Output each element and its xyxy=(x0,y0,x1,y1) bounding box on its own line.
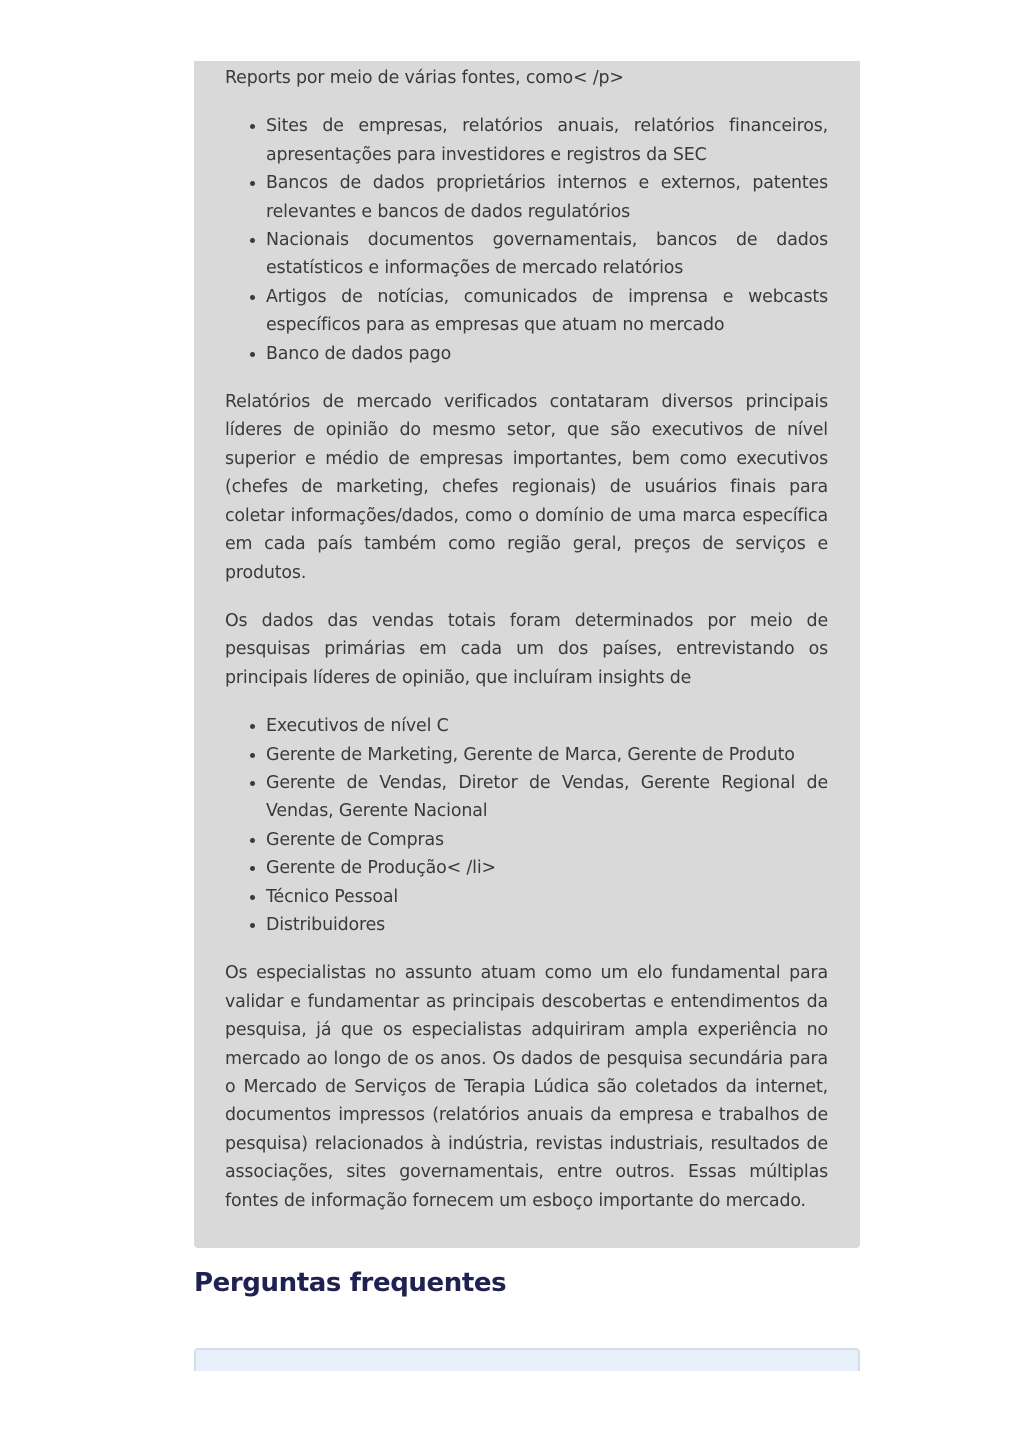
sources-list xyxy=(225,112,828,368)
list-item: • Técnico Pessoal xyxy=(266,883,828,911)
faq-heading: Perguntas frequentes xyxy=(194,1268,507,1298)
methodology-intro: Reports por meio de várias fontes, como< /p> xyxy=(225,68,624,88)
list-item: • Gerente de Vendas, Diretor de Vendas, Gerente Regional de Vendas, Gerente Nacional xyxy=(266,769,828,826)
list-item: • Distribuidores xyxy=(266,911,828,939)
methodology-paragraph-1: Relatórios de mercado verificados contataram diversos principais líderes de opinião do mesmo setor, que são executivos de nível superior e médio de empresas importantes, bem como executivos (chefes de marketing, chefes regionais) de usuários finais para coletar informações/dados, como o domínio de uma marca específica em cada país também como região geral, preços de serviços e produtos. xyxy=(225,392,828,583)
list-item: • Executivos de nível C xyxy=(266,712,828,740)
list-item: • Gerente de Produção< /li> xyxy=(266,854,828,882)
methodology-paragraph-2: Os dados das vendas totais foram determinados por meio de pesquisas primárias em cada um dos países, entrevistando os principais líderes de opinião, que incluíram insights de xyxy=(225,610,828,688)
list-item: • Nacionais documentos governamentais, bancos de dados estatísticos e informações de mercado relatórios xyxy=(266,226,828,283)
list-item: • Sites de empresas, relatórios anuais, relatórios financeiros, apresentações para investidores e registros da SEC xyxy=(266,112,828,169)
list-item: • Bancos de dados proprietários internos e externos, patentes relevantes e bancos de dados regulatórios xyxy=(266,169,828,226)
research-methodology-section xyxy=(194,61,860,1248)
list-item: • Gerente de Marketing, Gerente de Marca, Gerente de Produto xyxy=(266,741,828,769)
list-item: • Gerente de Compras xyxy=(266,826,828,854)
methodology-paragraph-3: Os especialistas no assunto atuam como um elo fundamental para validar e fundamentar as principais descobertas e entendimentos da pesquisa, já que os especialistas adquiriram ampla experiência no mercado ao longo de os anos. Os dados de pesquisa secundária para o Mercado de Serviços de Terapia Lúdica são coletados da internet, documentos impressos (relatórios anuais da empresa e trabalhos de pesquisa) relacionados à indústria, revistas industriais, resultados de associações, sites governamentais, entre outros. Essas múltiplas fontes de informação fornecem um esboço importante do mercado. xyxy=(225,963,828,1211)
list-item: • Artigos de notícias, comunicados de imprensa e webcasts específicos para as empresas que atuam no mercado xyxy=(266,283,828,340)
list-item: • Banco de dados pago xyxy=(266,340,828,368)
roles-list xyxy=(225,712,828,939)
page-bottom xyxy=(0,1371,1024,1449)
